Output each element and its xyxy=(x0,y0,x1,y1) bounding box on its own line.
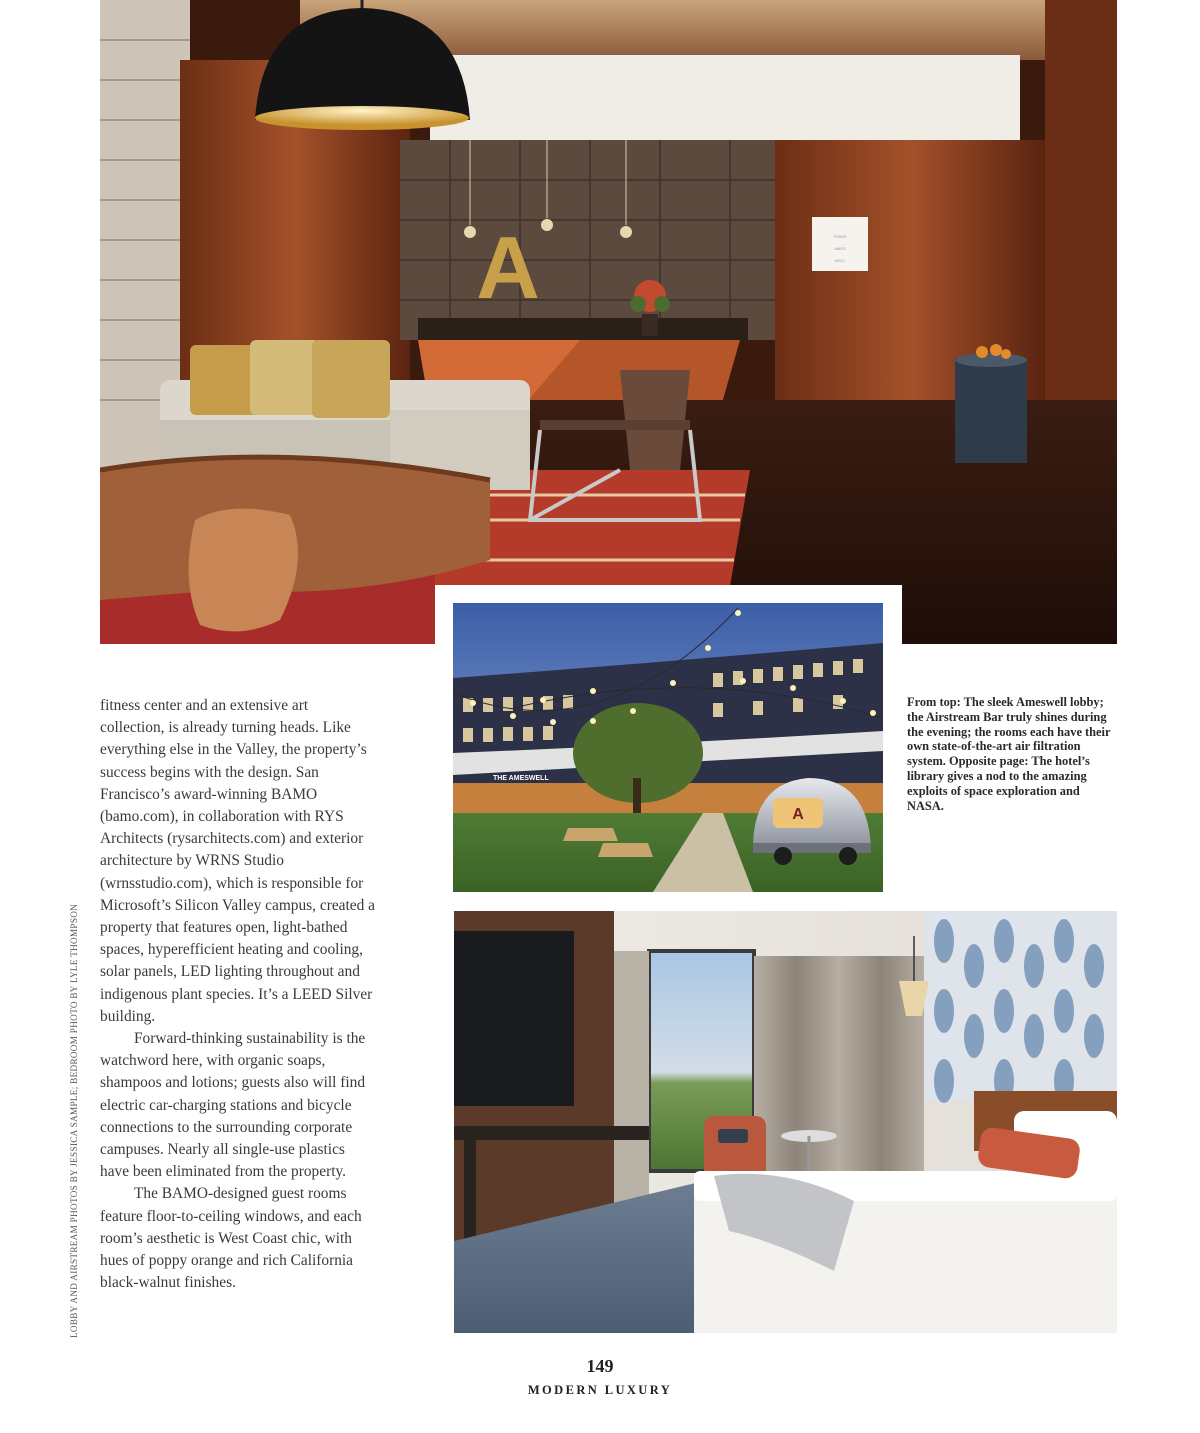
bedroom-photo xyxy=(454,911,1117,1333)
airstream-photo xyxy=(453,603,883,892)
lobby-logo-letter: A xyxy=(476,218,540,317)
lobby-photo xyxy=(100,0,1117,644)
article-body xyxy=(100,695,375,1294)
lobby-sign-line-1: THREE xyxy=(833,234,847,239)
body-paragraph-1: fitness center and an extensive art collection, is already turning heads. Like everything else in the Valley, the property’s success begins with the design. San Francisco’s award-winning BAMO (bamo.com), in collaboration with RYS Architects (rysarchitects.com) and exterior architecture by WRNS Studio (wrnsstudio.com), which is responsible for Microsoft’s Silicon Valley campus, created a property that features open, light-bathed spaces, hyperefficient heating and cooling, solar panels, LED lighting throughout and indigenous plant species. It’s a LEED Silver building. xyxy=(100,697,375,1025)
magazine-name: MODERN LUXURY xyxy=(527,1383,673,1397)
trailer-badge: A xyxy=(792,806,804,823)
page-number: 149 xyxy=(586,1356,614,1376)
body-paragraph-2: Forward-thinking sustainability is the watchword here, with organic soaps, shampoos and lotions; guests also will find electric car-charging stations and bicycle connections to the surrounding corporate campuses. Nearly all single-use plastics have been eliminated from the property. xyxy=(100,1030,366,1181)
building-sign: THE AMESWELL xyxy=(493,775,549,782)
photo-credit: LOBBY AND AIRSTREAM PHOTOS BY JESSICA SAMPLE; BEDROOM PHOTO BY LYLE THOMPSON xyxy=(69,903,79,1338)
photo-caption: From top: The sleek Ameswell lobby; the Airstream Bar truly shines during the evening; the rooms each have their own state-of-the-art air filtration system. Opposite page: The hotel’s library gives a nod to the amazing exploits of space exploration and NASA. xyxy=(907,695,1111,813)
lobby-sign-line-2: AMES xyxy=(834,246,846,251)
lobby-sign-line-3: WELL xyxy=(834,258,846,263)
body-paragraph-3: The BAMO-designed guest rooms feature floor-to-ceiling windows, and each room’s aesthetic is West Coast chic, with hues of poppy orange and rich California black-walnut finishes. xyxy=(100,1185,362,1292)
